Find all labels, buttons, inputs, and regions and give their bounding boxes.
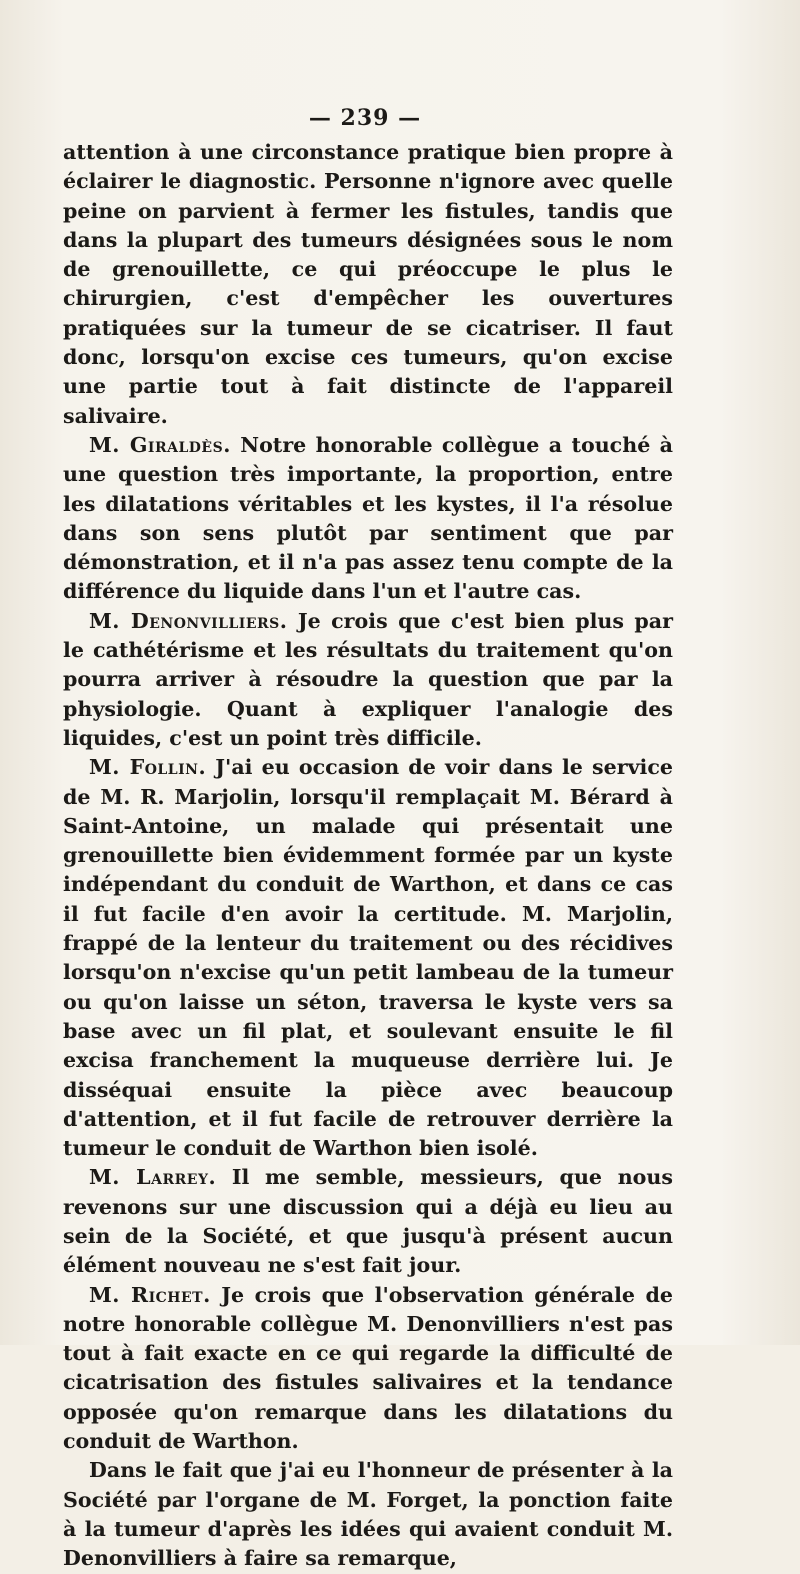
paragraph-giraldes: [63, 431, 673, 607]
page-number: — 239 —: [308, 105, 422, 131]
speaker-name: M. Denonvilliers.: [89, 608, 288, 633]
paragraph-dans-le-fait: [63, 1456, 673, 1573]
paragraph-text: J'ai eu occasion de voir dans le service de M. R. Marjolin, lorsqu'il remplaçait M. Bérard à Saint-Antoine, un malade qui présentait une grenouillette bien évidemment formée par un kyste indépendant du conduit de Warthon, et dans ce cas il fut facile d'en avoir la certitude. M. Marjolin, frappé de la lenteur du traitement ou des récidives lorsqu'on n'excise qu'un petit lambeau de la tumeur ou qu'on laisse un séton, traversa le kyste vers sa base avec un fil plat, et soulevant ensuite le fil excisa franchement la muqueuse derrière lui. Je disséquai ensuite la pièce avec beaucoup d'attention, et il fut facile de retrouver derrière la tumeur le conduit de Warthon bien isolé.: [63, 755, 673, 1161]
paragraph-denonvilliers: [63, 607, 673, 753]
paragraph-text: Notre honorable collègue a touché à une question très importante, la proportion, entre les dilatations véritables et les kystes, il l'a résolue dans son sens plutôt par sentiment que par démonstration, et il n'a pas assez tenu compte de la différence du liquide dans l'un et l'autre cas.: [63, 432, 673, 604]
page-body: [63, 138, 673, 1574]
paragraph-text: attention à une circonstance pratique bien propre à éclairer le diagnostic. Personne n'ignore avec quelle peine on parvient à fermer les fistules, tandis que dans la plupart des tumeurs désignées sous le nom de grenouillette, ce qui préoccupe le plus le chirurgien, c'est d'empêcher les ouvertures pratiquées sur la tumeur de se cicatriser. Il faut donc, lorsqu'on excise ces tumeurs, qu'on excise une partie tout à fait distincte de l'appareil salivaire.: [63, 140, 673, 428]
paragraph-text: Il me semble, messieurs, que nous revenons sur une discussion qui a déjà eu lieu au sein de la Société, et que jusqu'à présent aucun élément nouveau ne s'est fait jour.: [63, 1165, 673, 1278]
paragraph-larrey: [63, 1163, 673, 1280]
speaker-name: M. Richet.: [89, 1282, 211, 1307]
paragraph-continuation: [63, 138, 673, 431]
paragraph-text: Je crois que c'est bien plus par le cathétérisme et les résultats du traitement qu'on pourra arriver à résoudre la question que par la physiologie. Quant à expliquer l'analogie des liquides, c'est un point très difficile.: [63, 608, 674, 750]
paragraph-follin: [63, 753, 673, 1163]
paragraph-richet: [63, 1281, 673, 1457]
paragraph-text: Dans le fait que j'ai eu l'honneur de présenter à la Société par l'organe de M. Forget, la ponction faite à la tumeur d'après les idées qui avaient conduit M. Denonvilliers à faire sa remarque,: [63, 1458, 673, 1571]
speaker-name: M. Larrey.: [89, 1165, 217, 1190]
paragraph-text: Je crois que l'observation générale de notre honorable collègue M. Denonvilliers n'est pas tout à fait exacte en ce qui regarde la difficulté de cicatrisation des fistules salivaires et la tendance opposée qu'on remarque dans les dilatations du conduit de Warthon.: [63, 1282, 673, 1454]
speaker-name: M. Giraldès.: [89, 432, 231, 457]
speaker-name: M. Follin.: [89, 755, 207, 780]
